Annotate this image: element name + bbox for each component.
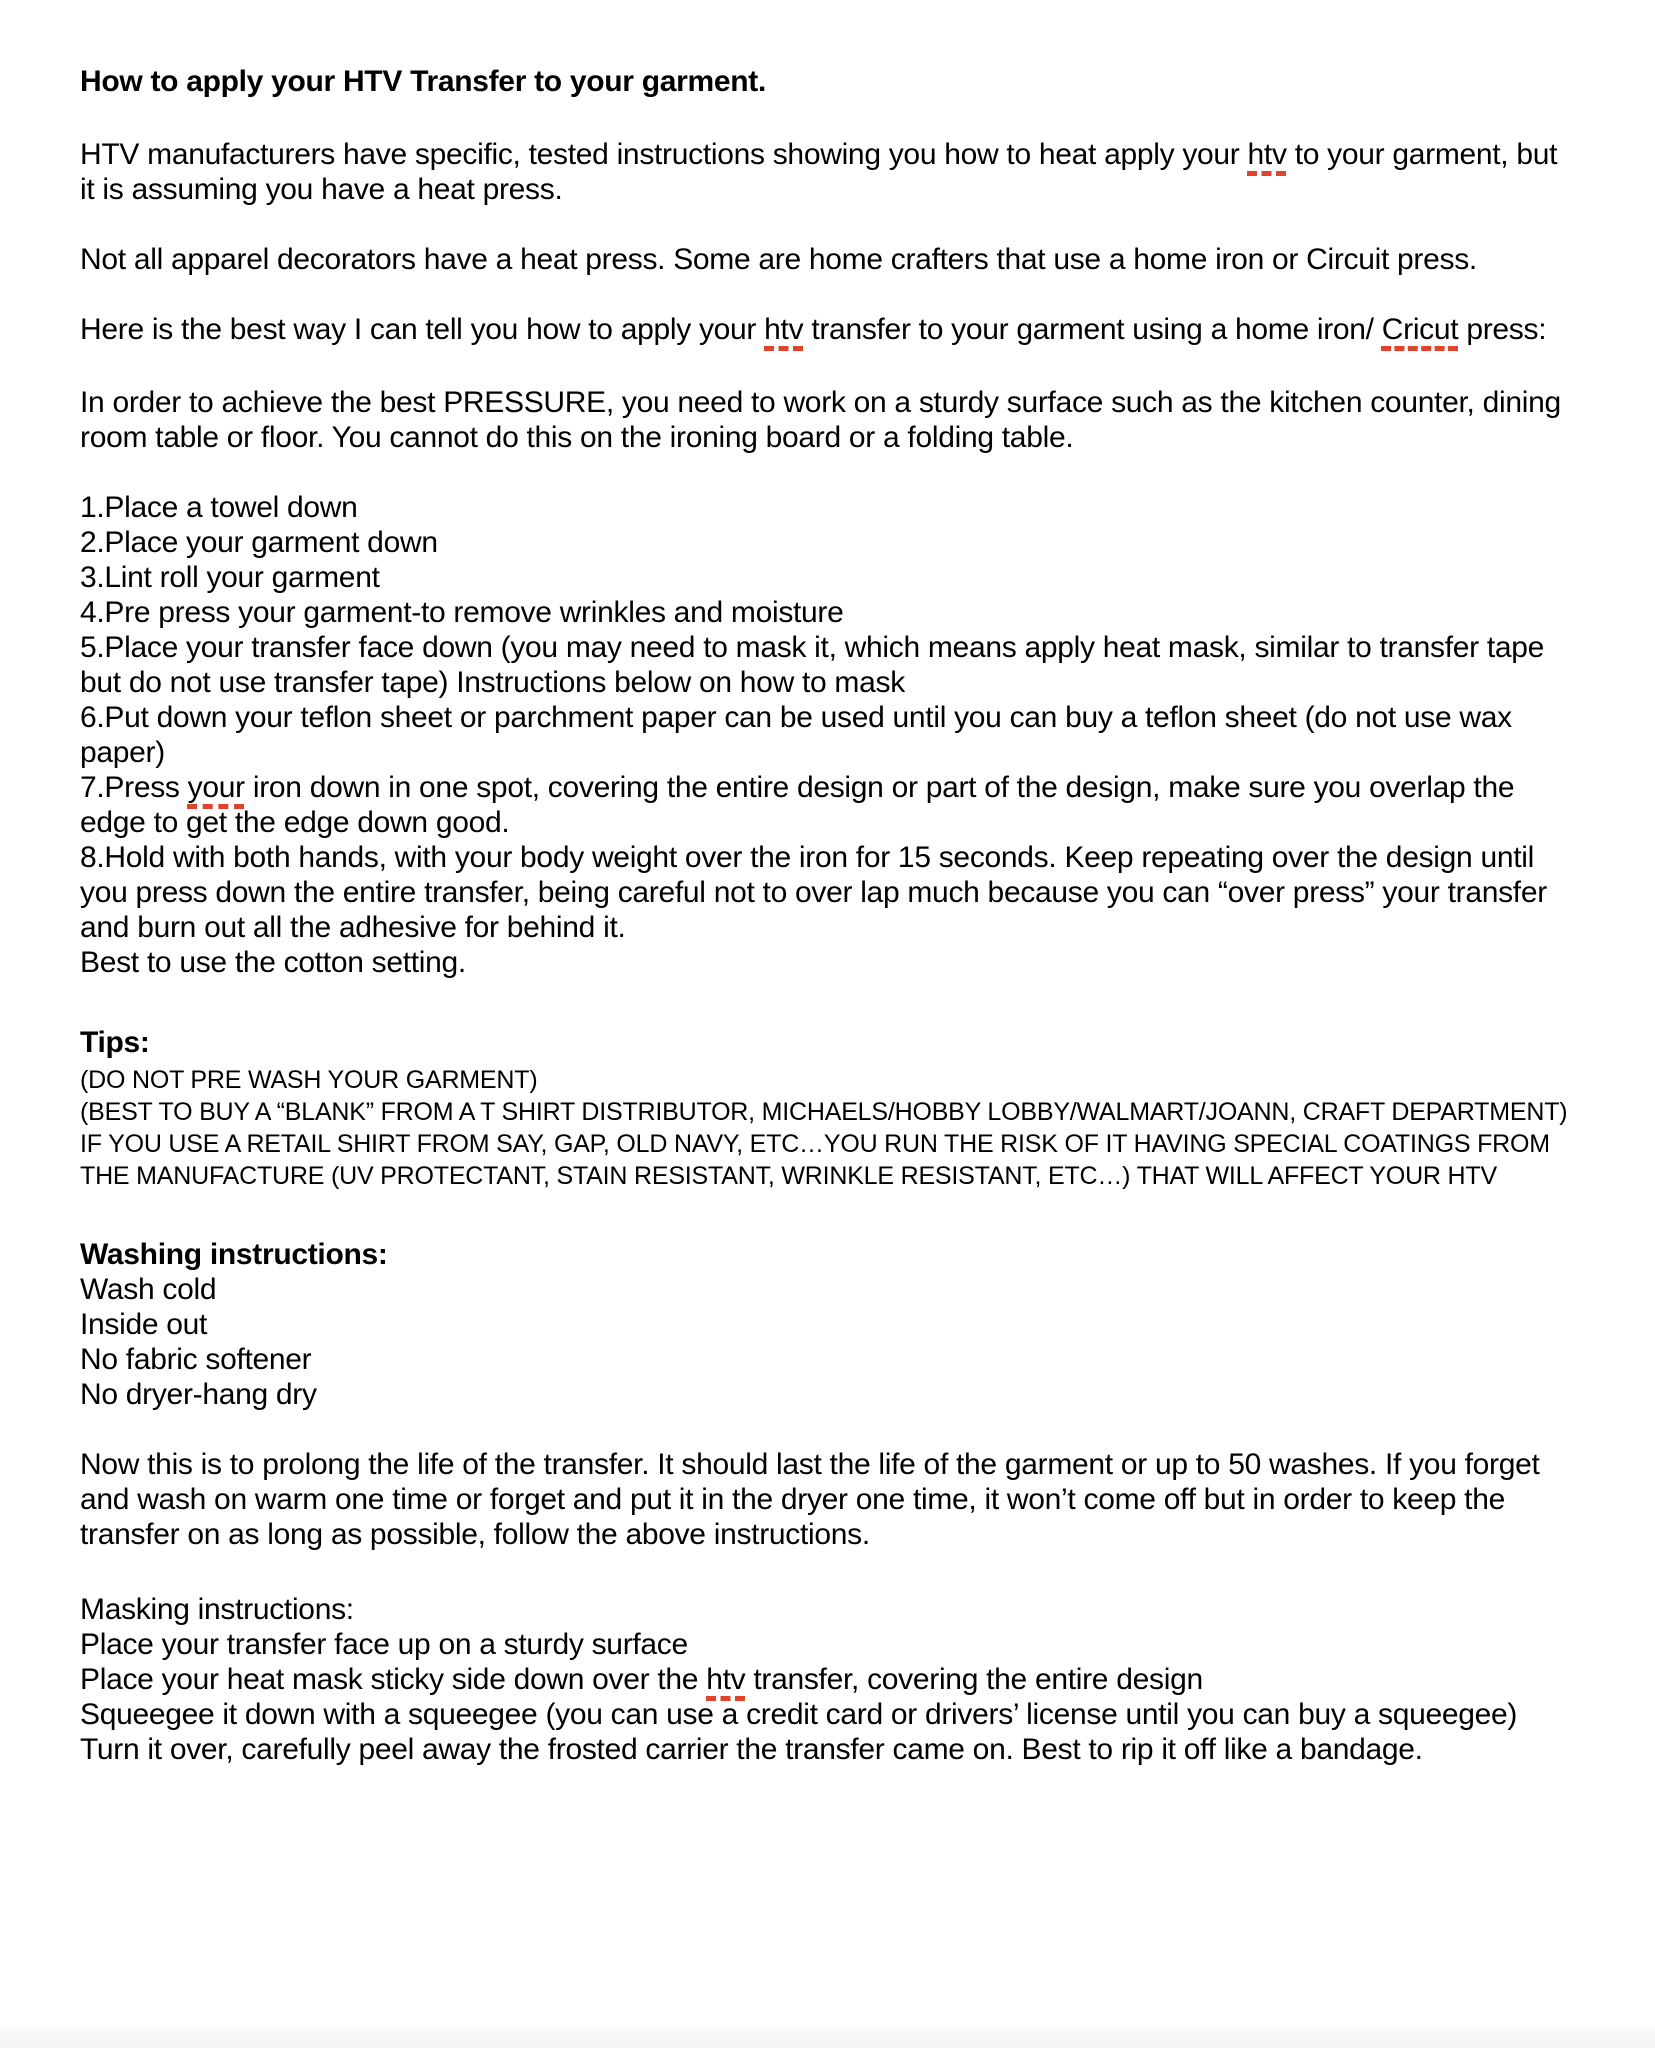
misspelled-word: htv	[1247, 138, 1287, 171]
text-run: Washing instructions:	[80, 1238, 388, 1271]
tips-heading	[80, 1025, 1575, 1060]
text-run: 2.Place your garment down	[80, 526, 438, 559]
text-run: Best to use the cotton setting.	[80, 946, 466, 979]
masking-step-face-up	[80, 1627, 1575, 1662]
note-cotton-setting	[80, 945, 1575, 980]
text-run: press:	[1458, 313, 1547, 346]
step-3	[80, 560, 1575, 595]
text-run: to your garment, but it is assuming you have a heat press.	[80, 138, 1558, 206]
text-run: In order to achieve the best PRESSURE, you need to work on a sturdy surface such as the kitchen counter, dining room table or floor. You cannot do this on the ironing board or a folding table.	[80, 386, 1561, 454]
misspelled-word: htv	[764, 313, 804, 346]
text-run: (BEST TO BUY A “BLANK” FROM A T SHIRT DISTRIBUTOR, MICHAELS/HOBBY LOBBY/WALMART/JOANN, CRAFT DEPARTMENT)	[80, 1098, 1568, 1126]
step-2	[80, 525, 1575, 560]
document-title	[80, 64, 1575, 99]
text-run: Inside out	[80, 1308, 208, 1341]
text-run: 8.Hold with both hands, with your body weight over the iron for 15 seconds. Keep repeating over the design until you press down the entire transfer, being careful not to over lap much because you can “over press” your transfer and burn out all the adhesive for behind it.	[80, 841, 1547, 944]
tip-buy-blank	[80, 1096, 1575, 1128]
paragraph-not-all-decorators	[80, 242, 1575, 277]
text-run: Squeegee it down with a squeegee (you can use a credit card or drivers’ license until you can buy a squeegee)	[80, 1698, 1518, 1731]
text-run: (DO NOT PRE WASH YOUR GARMENT)	[80, 1066, 538, 1094]
tip-no-prewash	[80, 1064, 1575, 1096]
step-4	[80, 595, 1575, 630]
text-run: 3.Lint roll your garment	[80, 561, 380, 594]
masking-step-heat-mask	[80, 1662, 1575, 1697]
text-run: iron down in one spot, covering the entire design or part of the design, make sure you overlap the edge to get the edge down good.	[80, 771, 1515, 839]
text-run: 7.Press	[80, 771, 188, 804]
text-run: 4.Pre press your garment-to remove wrinkles and moisture	[80, 596, 844, 629]
text-run: Not all apparel decorators have a heat press. Some are home crafters that use a home iron or Circuit press.	[80, 243, 1477, 276]
tip-retail-shirt	[80, 1128, 1575, 1192]
text-run: Now this is to prolong the life of the transfer. It should last the life of the garment or up to 50 washes. If you forget and wash on warm one time or forget and put it in the dryer one time, it won’t come off but in order to keep the transfer on as long as possible, follow the above instructions.	[80, 1448, 1540, 1551]
washing-rule-cold	[80, 1272, 1575, 1307]
misspelled-word: Cricut	[1381, 313, 1459, 346]
washing-instructions-heading	[80, 1237, 1575, 1272]
text-run: Place your transfer face up on a sturdy surface	[80, 1628, 688, 1661]
text-run: HTV manufacturers have specific, tested instructions showing you how to heat apply your	[80, 138, 1248, 171]
step-6	[80, 700, 1575, 770]
paragraph-prolong-life	[80, 1447, 1575, 1552]
document-content	[80, 64, 1575, 1767]
text-run: Tips:	[80, 1026, 150, 1059]
paragraph-pressure	[80, 385, 1575, 455]
paragraph-best-way	[80, 312, 1575, 347]
masking-step-squeegee	[80, 1697, 1575, 1732]
washing-rule-no-softener	[80, 1342, 1575, 1377]
step-5	[80, 630, 1575, 700]
masking-instructions-heading	[80, 1592, 1575, 1627]
text-run: 5.Place your transfer face down (you may need to mask it, which means apply heat mask, similar to transfer tape but do not use transfer tape) Instructions below on how to mask	[80, 631, 1545, 699]
text-run: No fabric softener	[80, 1343, 312, 1376]
step-7	[80, 770, 1575, 840]
paragraph-manufacturers	[80, 137, 1575, 207]
text-run: 6.Put down your teflon sheet or parchment paper can be used until you can buy a teflon sheet (do not use wax paper)	[80, 701, 1512, 769]
text-run: Place your heat mask sticky side down over the	[80, 1663, 707, 1696]
washing-rule-no-dryer	[80, 1377, 1575, 1412]
misspelled-word: htv	[706, 1663, 746, 1696]
washing-rule-inside-out	[80, 1307, 1575, 1342]
text-run: How to apply your HTV Transfer to your garment.	[80, 65, 766, 98]
text-run: 1.Place a towel down	[80, 491, 358, 524]
text-run: IF YOU USE A RETAIL SHIRT FROM SAY, GAP, OLD NAVY, ETC…YOU RUN THE RISK OF IT HAVING SPECIAL COATINGS FROM THE MANUFACTURE (UV PROTECTANT, STAIN RESISTANT, WRINKLE RESISTANT, ETC…) THAT WILL AFFECT YOUR HTV	[80, 1130, 1550, 1190]
text-run: No dryer-hang dry	[80, 1378, 317, 1411]
masking-step-peel	[80, 1732, 1575, 1767]
step-1	[80, 490, 1575, 525]
step-8	[80, 840, 1575, 945]
text-run: Wash cold	[80, 1273, 217, 1306]
text-run: Masking instructions:	[80, 1593, 354, 1626]
text-run: transfer, covering the entire design	[745, 1663, 1203, 1696]
text-run: Turn it over, carefully peel away the frosted carrier the transfer came on. Best to rip it off like a bandage.	[80, 1733, 1423, 1766]
window-bottom-edge	[0, 2026, 1655, 2048]
misspelled-word: your	[187, 771, 245, 804]
text-run: transfer to your garment using a home iron/	[803, 313, 1382, 346]
text-run: Here is the best way I can tell you how to apply your	[80, 313, 765, 346]
